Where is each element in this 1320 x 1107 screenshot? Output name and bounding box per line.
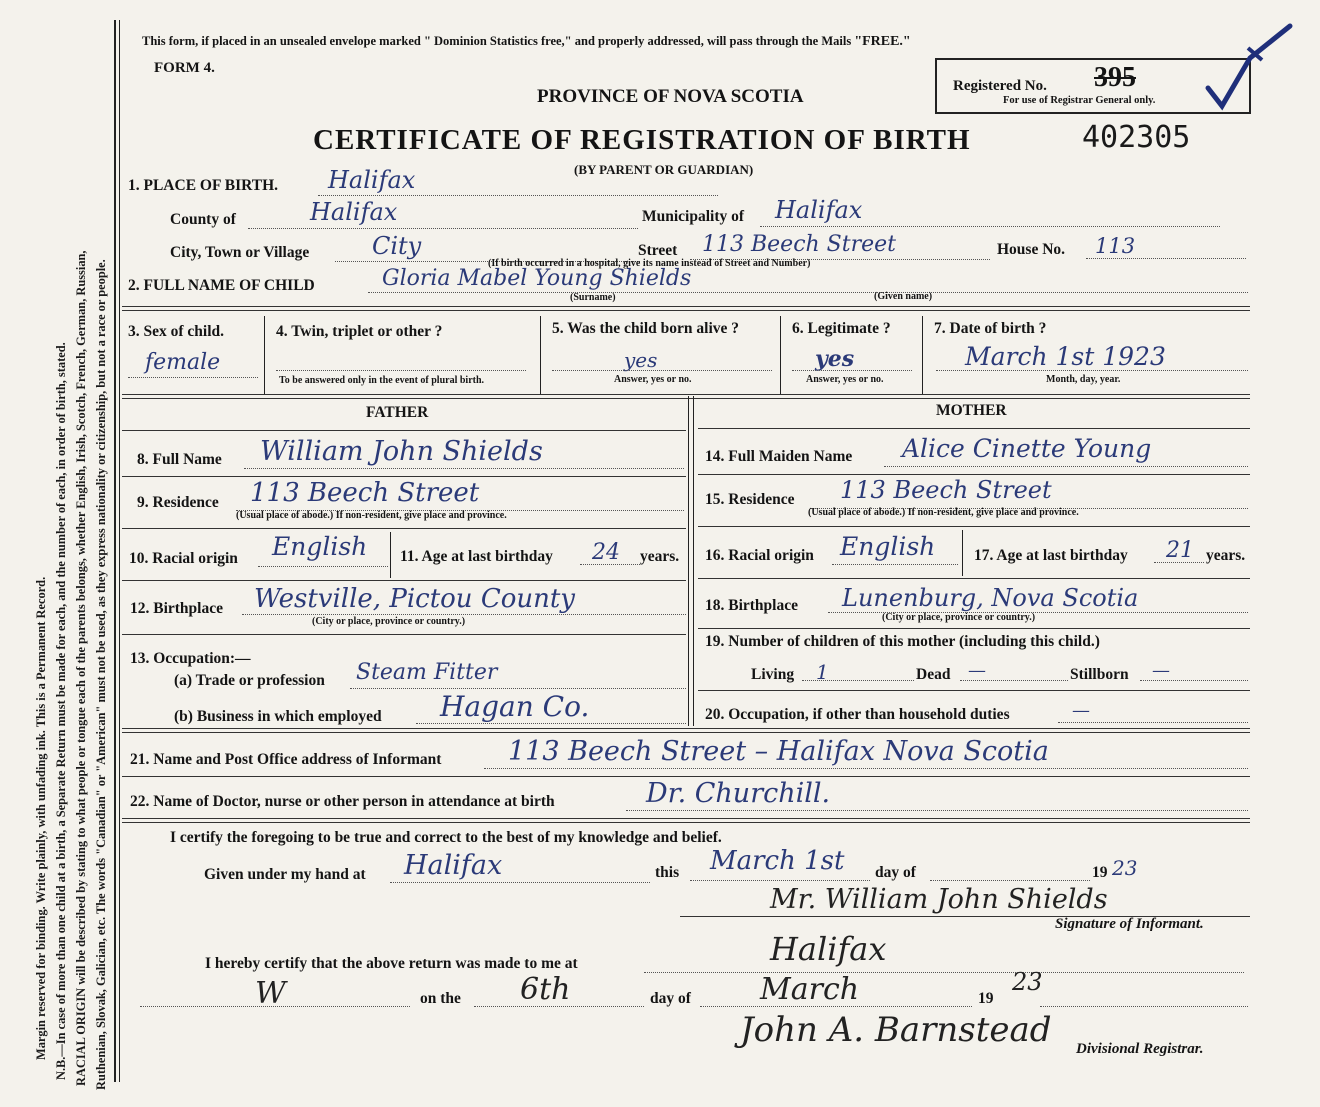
child-name-label: 2. FULL NAME OF CHILD (128, 277, 315, 294)
given-year-value: 23 (1112, 856, 1138, 880)
margin-note-4: Ruthenian, Slovak, Galician, etc. The words "Canadian" or "American" must not be used, as they express nationality or citizenship, but not a race or people. (94, 259, 108, 1090)
father-birthplace-value: Westville, Pictou County (254, 584, 575, 614)
row-divider (122, 476, 686, 477)
row-divider (122, 528, 686, 529)
registrar-signature-caption: Divisional Registrar. (1076, 1041, 1204, 1057)
day-of-label: day of (875, 864, 916, 881)
binding-line (114, 20, 116, 1082)
child-name-value: Gloria Mabel Young Shields (382, 266, 692, 291)
twin-note: To be answered only in the event of plural birth. (279, 375, 485, 386)
legitimate-value: yes (815, 346, 855, 372)
father-residence-note: (Usual place of abode.) If non-resident, give place and province. (236, 510, 507, 521)
dotted-rule (248, 228, 638, 229)
row-divider (698, 474, 1250, 475)
dotted-rule (1086, 258, 1246, 259)
birth-date-label: 7. Date of birth ? (934, 320, 1047, 337)
dotted-rule (368, 292, 1248, 293)
municipality-value: Halifax (775, 196, 863, 224)
informant-label: 21. Name and Post Office address of Informant (130, 751, 442, 768)
dotted-rule (792, 370, 912, 371)
city-label: City, Town or Village (170, 244, 310, 261)
mother-racial-label: 16. Racial origin (705, 547, 814, 564)
informant-value: 113 Beech Street – Halifax Nova Scotia (508, 736, 1049, 767)
row-divider (122, 580, 686, 581)
registrar-year-value: 23 (1012, 968, 1043, 996)
cell-divider (264, 316, 265, 394)
section-divider (122, 818, 1250, 823)
on-the-label: on the (420, 990, 461, 1007)
business-label: (b) Business in which employed (174, 708, 382, 725)
certificate-title: CERTIFICATE OF REGISTRATION OF BIRTH (313, 124, 971, 156)
father-birthplace-note: (City or place, province or country.) (312, 616, 466, 627)
cell-divider (540, 316, 541, 394)
year-prefix: 19 (1092, 864, 1108, 881)
dotted-rule (390, 882, 650, 883)
mother-name-label: 14. Full Maiden Name (705, 448, 853, 465)
house-number-value: 113 (1095, 234, 1136, 258)
surname-note: (Surname) (570, 292, 616, 303)
cell-divider (962, 530, 963, 576)
mother-heading: MOTHER (936, 402, 1007, 419)
registrar-left-mark: W (255, 976, 286, 1011)
informant-signature: Mr. William John Shields (770, 884, 1108, 915)
mother-racial-value: English (840, 532, 936, 561)
registrar-signature: John A. Barnstead (740, 1010, 1052, 1050)
born-alive-label: 5. Was the child born alive ? (552, 320, 740, 337)
mother-residence-note: (Usual place of abode.) If non-resident, give place and province. (808, 507, 1079, 518)
dotted-rule (644, 972, 1244, 973)
mail-notice: This form, if placed in an unsealed envelope marked " Dominion Statistics free," and properly addressed, will pass through the Mails "FREE." (142, 34, 911, 49)
father-heading: FATHER (366, 404, 429, 421)
children-count-label: 19. Number of children of this mother (including this child.) (705, 633, 1100, 650)
parent-column-divider (688, 396, 689, 726)
dotted-rule (884, 466, 1248, 467)
registrar-month-value: March (760, 972, 860, 1007)
dotted-rule (1058, 722, 1248, 723)
mother-years-label: years. (1206, 547, 1246, 564)
hospital-note: (If birth occurred in a hospital, give its name instead of Street and Number) (488, 258, 811, 269)
row-divider (698, 428, 1250, 429)
dotted-rule (350, 688, 686, 689)
father-birthplace-label: 12. Birthplace (130, 600, 223, 617)
father-age-value: 24 (592, 540, 620, 565)
cell-divider (780, 316, 781, 394)
born-alive-value: yes (624, 348, 658, 372)
legitimate-label: 6. Legitimate ? (792, 320, 891, 337)
section-divider (122, 306, 1250, 311)
legitimate-note: Answer, yes or no. (806, 374, 884, 385)
doctor-label: 22. Name of Doctor, nurse or other person in attendance at birth (130, 793, 555, 810)
birth-date-note: Month, day, year. (1046, 374, 1121, 385)
day-of-label-2: day of (650, 990, 691, 1007)
mother-age-value: 21 (1166, 538, 1194, 563)
dotted-rule (580, 564, 640, 565)
city-value: City (372, 232, 422, 260)
place-of-birth-value: Halifax (328, 166, 416, 194)
father-occupation-label: 13. Occupation:— (130, 650, 251, 667)
father-years-label: years. (640, 548, 680, 565)
stillborn-label: Stillborn (1070, 666, 1129, 683)
dotted-rule (474, 1006, 644, 1007)
dotted-rule (318, 195, 718, 196)
mother-residence-value: 113 Beech Street (840, 476, 1052, 504)
check-mark-icon (1190, 18, 1310, 118)
dotted-rule (802, 680, 914, 681)
county-value: Halifax (310, 198, 398, 226)
place-of-birth-label: 1. PLACE OF BIRTH. (128, 177, 279, 194)
father-name-value: William John Shields (260, 436, 543, 467)
section-divider (122, 394, 1250, 399)
born-alive-note: Answer, yes or no. (614, 374, 692, 385)
dotted-rule (760, 226, 1220, 227)
dotted-rule (552, 370, 772, 371)
registered-label: Registered No. (953, 78, 1047, 94)
registrar-statement: I hereby certify that the above return was made to me at (205, 955, 578, 972)
margin-note-1: Margin reserved for binding. Write plainly, with unfading ink. This is a Permanent Record. (34, 576, 48, 1060)
certificate-number: 402305 (1082, 120, 1191, 155)
mother-age-label: 17. Age at last birthday (974, 547, 1128, 564)
dotted-rule (936, 370, 1248, 371)
sex-label: 3. Sex of child. (128, 323, 225, 340)
row-divider (698, 628, 1250, 629)
registrar-day-value: 6th (520, 972, 571, 1007)
dotted-rule (276, 370, 526, 371)
form-number: FORM 4. (154, 60, 215, 76)
living-value: 1 (816, 660, 829, 684)
dotted-rule (140, 1006, 410, 1007)
father-name-label: 8. Full Name (137, 451, 222, 468)
dotted-rule (258, 566, 388, 567)
father-age-label: 11. Age at last birthday (400, 548, 553, 565)
father-racial-label: 10. Racial origin (129, 550, 238, 567)
municipality-label: Municipality of (642, 208, 745, 225)
this-label: this (655, 864, 680, 881)
dotted-rule (690, 880, 870, 881)
given-name-note: (Given name) (874, 291, 933, 302)
business-value: Hagan Co. (440, 690, 590, 723)
father-residence-label: 9. Residence (137, 494, 219, 511)
row-divider (122, 430, 686, 431)
birth-date-value: March 1st 1923 (965, 342, 1166, 371)
dotted-rule (626, 810, 1248, 811)
mother-birthplace-note: (City or place, province or country.) (882, 612, 1036, 623)
cell-divider (390, 532, 391, 578)
registrar-note: For use of Registrar General only. (1003, 95, 1156, 106)
dotted-rule (700, 1006, 972, 1007)
dotted-rule (1040, 1006, 1248, 1007)
mother-birthplace-value: Lunenburg, Nova Scotia (842, 584, 1139, 612)
row-divider (122, 634, 686, 635)
dotted-rule (1154, 562, 1204, 563)
dead-value: — (968, 660, 986, 681)
informant-signature-caption: Signature of Informant. (1055, 916, 1204, 932)
mother-occupation-value: — (1072, 700, 1090, 721)
row-divider (698, 526, 1250, 527)
doctor-value: Dr. Churchill. (646, 778, 831, 809)
house-number-label: House No. (997, 241, 1066, 258)
province-heading: PROVINCE OF NOVA SCOTIA (537, 86, 804, 107)
dotted-rule (416, 723, 686, 724)
street-value: 113 Beech Street (702, 232, 896, 257)
dotted-rule (832, 564, 958, 565)
twin-label: 4. Twin, triplet or other ? (276, 323, 443, 340)
dotted-rule (1140, 680, 1248, 681)
father-residence-value: 113 Beech Street (250, 478, 480, 508)
row-divider (122, 776, 1250, 777)
dotted-rule (242, 614, 686, 615)
sex-value: female (145, 350, 221, 375)
mother-occupation-label: 20. Occupation, if other than household duties (705, 706, 1010, 723)
dotted-rule (930, 880, 1090, 881)
margin-note-3: RACIAL ORIGIN will be described by stating to what people or tongue each of the parents belongs, whether English, Irish, Scotch, French, German, Russian, (74, 250, 88, 1086)
registrar-year-prefix: 19 (978, 990, 994, 1007)
section-divider (122, 728, 1250, 733)
mother-residence-label: 15. Residence (705, 491, 795, 508)
binding-line-inner (119, 20, 120, 1082)
dotted-rule (960, 680, 1068, 681)
certificate-subtitle: (BY PARENT OR GUARDIAN) (574, 162, 754, 177)
living-label: Living (751, 666, 795, 683)
trade-label: (a) Trade or profession (174, 672, 325, 689)
given-under-label: Given under my hand at (204, 866, 366, 883)
parent-column-divider (693, 396, 694, 726)
dead-label: Dead (916, 666, 951, 683)
row-divider (698, 690, 1250, 691)
given-place-value: Halifax (404, 850, 503, 881)
cell-divider (922, 316, 923, 394)
dotted-rule (484, 768, 1248, 769)
dotted-rule (128, 377, 258, 378)
stillborn-value: — (1152, 660, 1170, 681)
given-day-value: March 1st (710, 846, 845, 876)
certification-statement: I certify the foregoing to be true and correct to the best of my knowledge and belief. (170, 829, 722, 846)
dotted-rule (244, 468, 684, 469)
row-divider (698, 578, 1250, 579)
street-label: Street (638, 242, 678, 259)
county-label: County of (170, 211, 236, 228)
mother-birthplace-label: 18. Birthplace (705, 597, 798, 614)
registrar-place-value: Halifax (770, 930, 887, 968)
margin-note-2: N.B.—In case of more than one child at a birth, a Separate Return must be made for each, and the number of each, in order of birth, stated. (54, 342, 68, 1080)
father-racial-value: English (272, 532, 368, 561)
registered-number: 395 (1094, 62, 1136, 93)
mother-name-value: Alice Cinette Young (902, 434, 1152, 463)
trade-value: Steam Fitter (356, 660, 498, 685)
